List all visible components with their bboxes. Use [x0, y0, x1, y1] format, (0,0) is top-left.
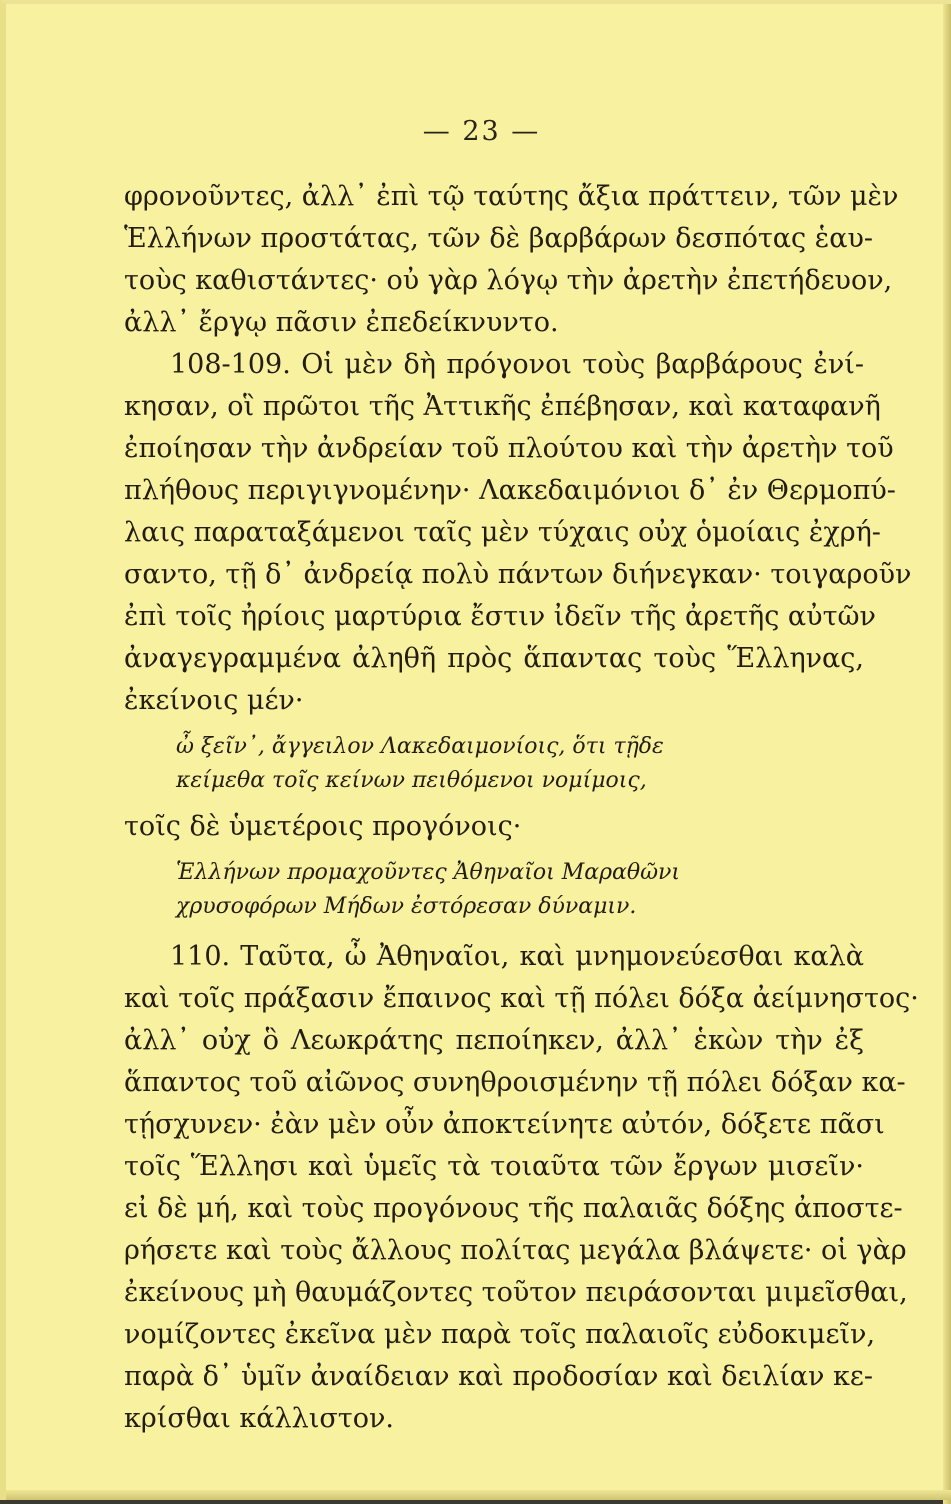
text-line: τοῖς Ἕλλησι καὶ ὑμεῖς τὰ τοιαῦτα τῶν ἔργων μισεῖν· — [124, 1151, 864, 1182]
text-line: Ἑλλήνων προστάτας, τῶν δὲ βαρβάρων δεσπότας ἑαυ- — [124, 223, 873, 254]
text-line: σαντο, τῇ δ᾽ ἀνδρείᾳ πολὺ πάντων διήνεγκαν· τοιγαροῦν — [124, 559, 912, 590]
text-line: καὶ τοῖς πράξασιν ἔπαινος καὶ τῇ πόλει δόξα ἀείμνηστος· — [124, 983, 919, 1014]
verse-line: ὦ ξεῖν᾽, ἄγγειλον Λακεδαιμονίοις, ὅτι τῇδε — [176, 734, 664, 759]
text-line: ἐποίησαν τὴν ἀνδρείαν τοῦ πλούτου καὶ τὴν ἀρετὴν τοῦ — [124, 433, 894, 464]
text-line: ἀναγεγραμμένα ἀληθῆ πρὸς ἅπαντας τοὺς Ἕλληνας, — [124, 643, 864, 674]
text-line: πλήθους περιγιγνομένην· Λακεδαιμόνιοι δ᾽ ἐν Θερμοπύ- — [124, 475, 896, 506]
text-line: 110. Ταῦτα, ὦ Ἀθηναῖοι, καὶ μνημονεύεσθαι καλὰ — [170, 941, 864, 972]
page-number: — 23 — — [422, 116, 541, 147]
verse-line: Ἑλλήνων προμαχοῦντες Ἀθηναῖοι Μαραθῶνι — [176, 860, 681, 885]
text-line: κησαν, οἳ πρῶτοι τῆς Ἀττικῆς ἐπέβησαν, καὶ καταφανῆ — [124, 391, 881, 422]
text-line: νομίζοντες ἐκεῖνα μὲν παρὰ τοῖς παλαιοῖς εὐδοκιμεῖν, — [124, 1319, 876, 1350]
text-line: ἀλλ᾽ ἔργῳ πᾶσιν ἐπεδείκνυντο. — [124, 307, 559, 338]
text-line: ἐκείνους μὴ θαυμάζοντες τοῦτον πειράσονται μιμεῖσθαι, — [124, 1277, 908, 1308]
page-edge-bottom — [6, 1490, 951, 1500]
verse-line: χρυσοφόρων Μήδων ἐστόρεσαν δύναμιν. — [176, 894, 637, 919]
text-line: τοῖς δὲ ὑμετέροις προγόνοις· — [124, 811, 522, 842]
text-line: ρήσετε καὶ τοὺς ἄλλους πολίτας μεγάλα βλάψετε· οἱ γὰρ — [124, 1235, 907, 1266]
text-line: ἀλλ᾽ οὐχ ὃ Λεωκράτης πεποίηκεν, ἀλλ᾽ ἑκὼν τὴν ἐξ — [124, 1025, 864, 1056]
text-line: τοὺς καθιστάντες· οὐ γὰρ λόγῳ τὴν ἀρετὴν ἐπετήδευον, — [124, 265, 893, 296]
main-text — [124, 176, 919, 1440]
text-line: λαις παραταξάμενοι ταῖς μὲν τύχαις οὐχ ὁμοίαις ἐχρή- — [124, 517, 881, 548]
text-line: ἐπὶ τοῖς ἠρίοις μαρτύρια ἔστιν ἰδεῖν τῆς ἀρετῆς αὐτῶν — [124, 601, 876, 632]
text-line: ἅπαντος τοῦ αἰῶνος συνηθροισμένην τῇ πόλει δόξαν κα- — [124, 1067, 906, 1098]
verse-line: κείμεθα τοῖς κείνων πειθόμενοι νομίμοις, — [176, 768, 647, 793]
page-edge-right — [943, 4, 951, 1504]
text-line: παρὰ δ᾽ ὑμῖν ἀναίδειαν καὶ προδοσίαν καὶ δειλίαν κε- — [124, 1361, 873, 1392]
text-line: εἰ δὲ μή, καὶ τοὺς προγόνους τῆς παλαιᾶς δόξης ἀποστε- — [124, 1193, 903, 1224]
text-line: κρίσθαι κάλλιστον. — [124, 1403, 394, 1434]
text-line: φρονοῦντες, ἀλλ᾽ ἐπὶ τῷ ταύτης ἄξια πράττειν, τῶν μὲν — [124, 181, 899, 212]
text-line: ἐκείνοις μέν· — [124, 685, 304, 716]
text-line: τῄσχυνεν· ἐὰν μὲν οὖν ἀποκτείνητε αὐτόν, δόξετε πᾶσι — [124, 1109, 885, 1140]
text-line: 108-109. Οἱ μὲν δὴ πρόγονοι τοὺς βαρβάρους ἐνί- — [170, 349, 864, 380]
